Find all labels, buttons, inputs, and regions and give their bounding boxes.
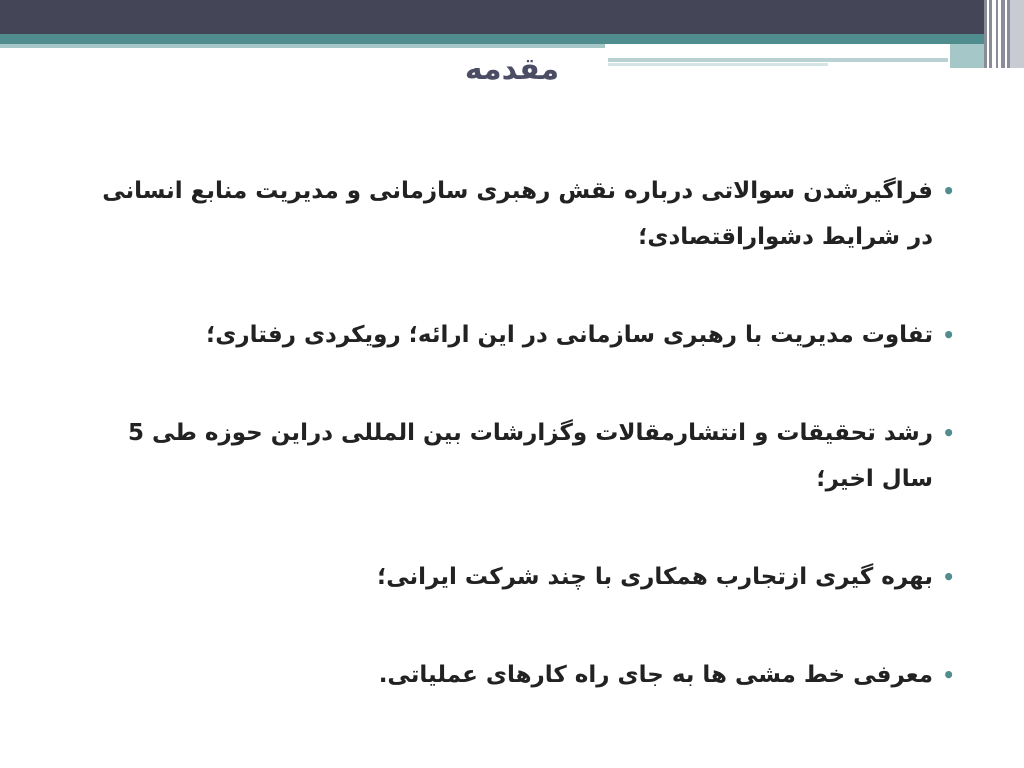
bullet-icon: • [942,421,955,445]
list-item [95,312,955,358]
list-item [95,554,955,600]
bullet-icon: • [942,179,955,203]
bullet-icon: • [942,663,955,687]
list-item [95,168,955,260]
list-item [95,652,955,698]
slide-title: مقدمه [464,52,560,87]
bullet-text: بهره گیری ازتجارب همکاری با چند شرکت ایرانی؛ [377,564,933,590]
bullet-text: تفاوت مدیریت با رهبری سازمانی در این ارائه؛ رویکردی رفتاری؛ [206,322,933,348]
bullet-list [95,168,955,750]
bullet-text: رشد تحقیقات و انتشارمقالات وگزارشات بین المللی دراین حوزه طی 5 سال اخیر؛ [127,420,933,492]
bullet-text: معرفی خط مشی ها به جای راه کارهای عملیاتی. [378,662,933,688]
bullet-icon: • [942,565,955,589]
header-teal-bar [0,34,1024,44]
list-item [95,410,955,502]
bullet-icon: • [942,323,955,347]
bullet-text: فراگیرشدن سوالاتی درباره نقش رهبری سازمانی و مدیریت منابع انسانی در شرایط دشواراقتصادی؛ [102,178,933,250]
header-dark-bar [0,0,1024,34]
